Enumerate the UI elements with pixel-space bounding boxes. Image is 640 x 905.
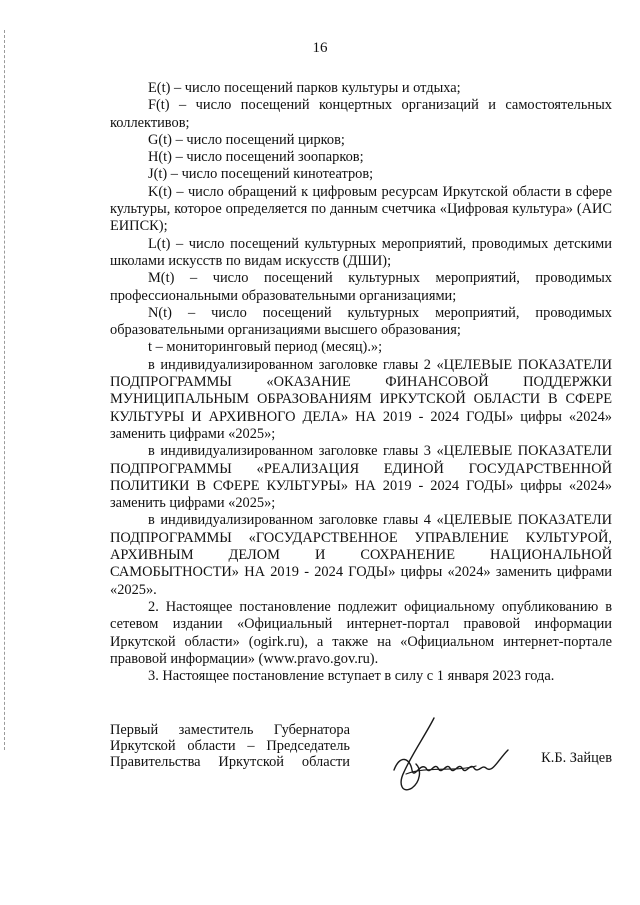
signatory-position-line: Иркутской области – Председатель bbox=[110, 738, 350, 754]
paragraph: F(t) – число посещений концертных организаций и самостоятельных коллективов; bbox=[110, 97, 612, 131]
document-body bbox=[110, 80, 612, 685]
paragraph: J(t) – число посещений кинотеатров; bbox=[148, 166, 374, 183]
paragraph: L(t) – число посещений культурных мероприятий, проводимых детскими школами искусств по видам искусств (ДШИ); bbox=[110, 235, 612, 269]
paragraph: 3. Настоящее постановление вступает в силу с 1 января 2023 года. bbox=[148, 668, 555, 685]
paragraph: 2. Настоящее постановление подлежит официальному опубликованию в сетевом издании «Официальный интернет-портал правовой информации Иркутской области» (ogirk.ru), а также на «Официальном интернет-портале правовой информации» (www.pravo.gov.ru). bbox=[110, 598, 612, 667]
paragraph: в индивидуализированном заголовке главы 2 «ЦЕЛЕВЫЕ ПОКАЗАТЕЛИ ПОДПРОГРАММЫ «ОКАЗАНИЕ ФИНАНСОВОЙ ПОДДЕРЖКИ МУНИЦИПАЛЬНЫМ ОБРАЗОВАНИЯМ ИРКУТСКОЙ ОБЛАСТИ В СФЕРЕ КУЛЬТУРЫ И АРХИВНОГО ДЕЛА» НА 2019 - 2024 ГОДЫ» цифры «2024» заменить цифрами «2025»; bbox=[110, 356, 612, 442]
paragraph: E(t) – число посещений парков культуры и отдыха; bbox=[148, 80, 461, 96]
paragraph: N(t) – число посещений культурных мероприятий, проводимых образовательными организациями высшего образования; bbox=[110, 304, 612, 339]
paragraph: в индивидуализированном заголовке главы 3 «ЦЕЛЕВЫЕ ПОКАЗАТЕЛИ ПОДПРОГРАММЫ «РЕАЛИЗАЦИЯ ЕДИНОЙ ГОСУДАРСТВЕННОЙ ПОЛИТИКИ В СФЕРЕ КУЛЬТУРЫ» НА 2019 - 2024 ГОДЫ» цифры «2024» заменить цифрами «2025»; bbox=[110, 443, 612, 512]
paragraph: H(t) – число посещений зоопарков; bbox=[148, 149, 364, 166]
paragraph: K(t) – число обращений к цифровым ресурсам Иркутской области в сфере культуры, которое определяется по данным счетчика «Цифровая культура» (АИС ЕИПСК); bbox=[110, 183, 612, 235]
handwritten-signature bbox=[376, 714, 526, 804]
signatory-position bbox=[110, 722, 350, 770]
signature-block bbox=[110, 722, 612, 812]
paragraph: M(t) – число посещений культурных мероприятий, проводимых профессиональными образовательными организациями; bbox=[110, 270, 612, 304]
signatory-position-line: Правительства Иркутской области bbox=[110, 754, 350, 770]
signatory-name: К.Б. Зайцев bbox=[541, 750, 612, 766]
page-number: 16 bbox=[312, 40, 328, 56]
scan-edge-line bbox=[4, 30, 6, 750]
paragraph: G(t) – число посещений цирков; bbox=[148, 131, 345, 148]
paragraph: в индивидуализированном заголовке главы 4 «ЦЕЛЕВЫЕ ПОКАЗАТЕЛИ ПОДПРОГРАММЫ «ГОСУДАРСТВЕННОЕ УПРАВЛЕНИЕ КУЛЬТУРОЙ, АРХИВНЫМ ДЕЛОМ И СОХРАНЕНИЕ НАЦИОНАЛЬНОЙ САМОБЫТНОСТИ» НА 2019 - 2024 ГОДЫ» цифры «2024» заменить цифрами «2025». bbox=[110, 512, 612, 598]
paragraph: t – мониторинговый период (месяц).»; bbox=[148, 339, 383, 356]
signatory-position-line: Первый заместитель Губернатора bbox=[110, 722, 350, 738]
